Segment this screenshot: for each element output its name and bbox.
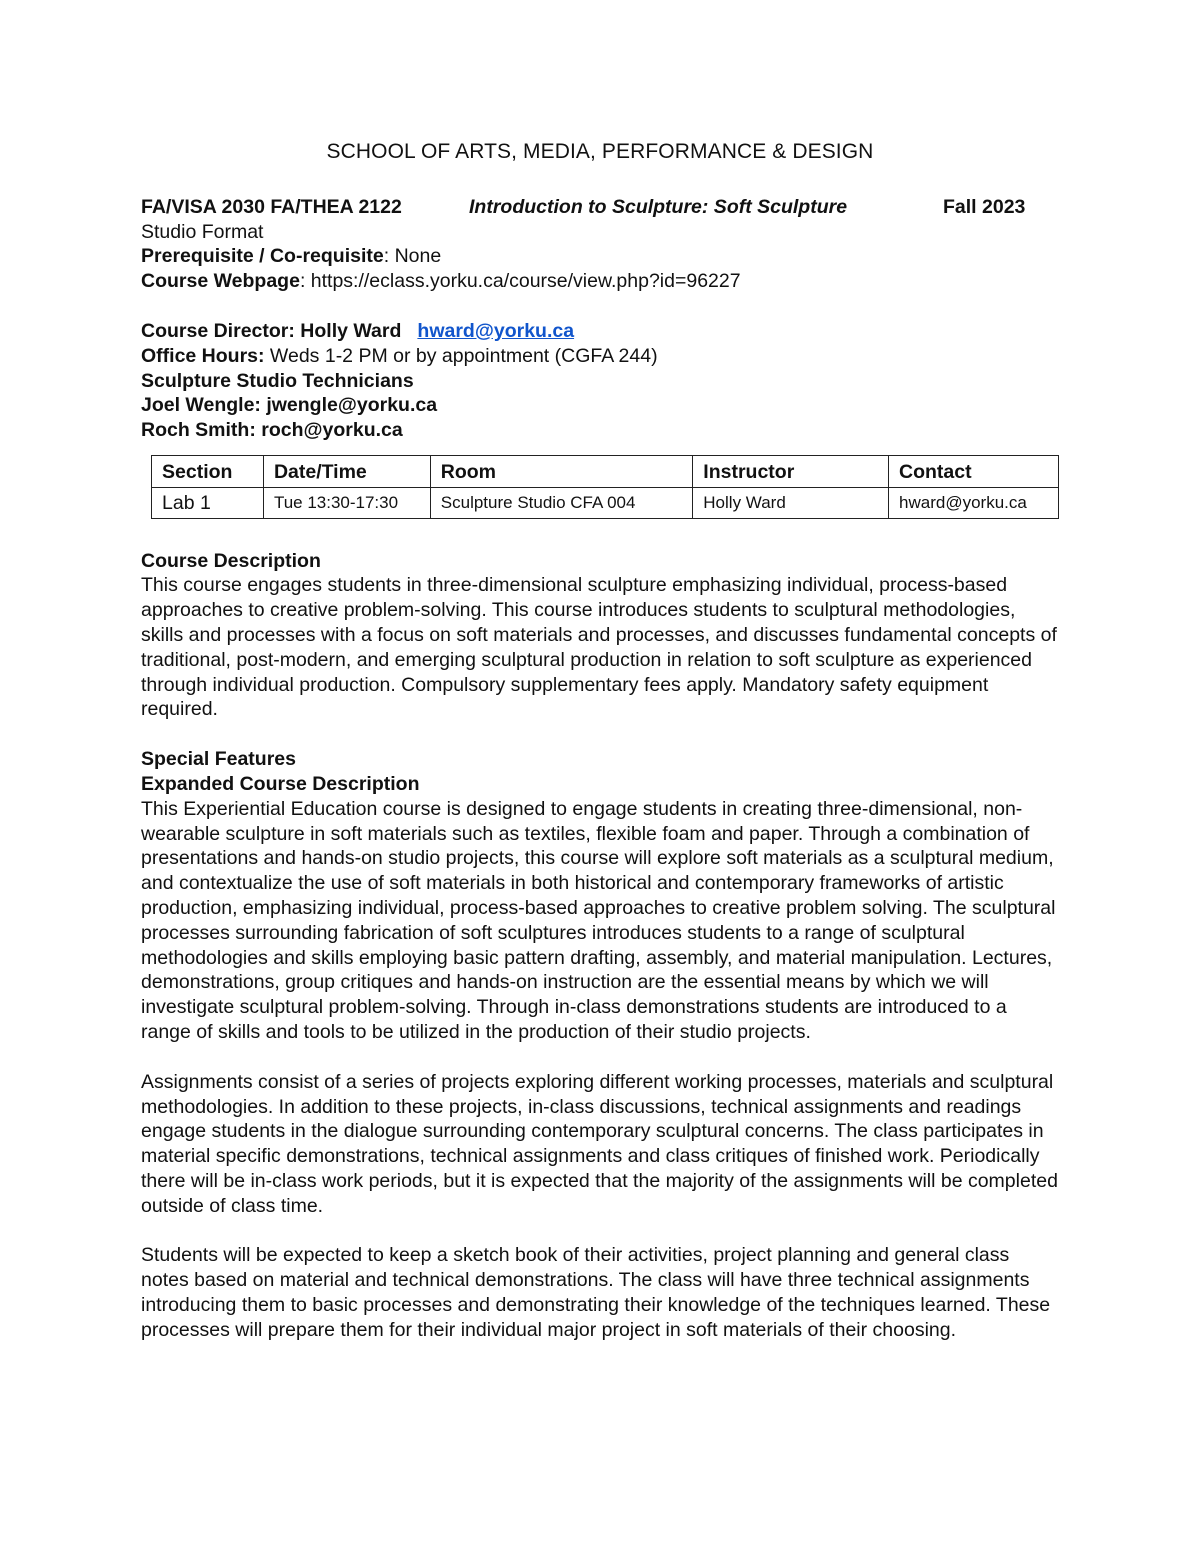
cell-room: Sculpture Studio CFA 004 (430, 487, 693, 518)
office-hours-line (141, 344, 1059, 369)
header-room: Room (430, 455, 693, 487)
cell-instructor: Holly Ward (693, 487, 889, 518)
course-title: Introduction to Sculpture: Soft Sculpture (469, 195, 848, 218)
course-format: Studio Format (141, 220, 264, 243)
expanded-description-heading: Expanded Course Description (141, 772, 420, 795)
table-row (152, 487, 1059, 518)
office-hours-label: Office Hours: (141, 344, 265, 367)
schedule-header-row (152, 455, 1059, 487)
course-description-text: This course engages students in three-dimensional sculpture emphasizing individual, process-based approaches to creative problem-solving. This course introduces students to sculptural methodologies, skills and processes with a focus on soft materials and processes, and discusses fundamental concepts of traditional, post-modern, and emerging sculptural production in relation to soft sculpture as experienced through individual production. Compulsory supplementary fees apply. Mandatory safety equipment required. (141, 574, 1057, 721)
course-webpage-url[interactable]: : https://eclass.yorku.ca/course/view.php?id=96227 (299, 270, 741, 293)
course-codes: FA/VISA 2030 FA/THEA 2122 (141, 195, 402, 218)
header-contact: Contact (889, 455, 1059, 487)
course-webpage-line (141, 269, 1059, 294)
header-section: Section (152, 455, 264, 487)
course-webpage-label: Course Webpage (141, 270, 300, 293)
cell-datetime: Tue 13:30-17:30 (263, 487, 430, 518)
course-description-heading: Course Description (141, 549, 321, 572)
technician-joel: Joel Wengle: jwengle@yorku.ca (141, 394, 438, 417)
school-title: SCHOOL OF ARTS, MEDIA, PERFORMANCE & DESIGN (326, 140, 874, 163)
prerequisite-value: : None (383, 245, 442, 268)
prerequisite-line (141, 244, 1059, 269)
expanded-description-paragraph-1: This Experiential Education course is designed to engage students in creating three-dimensional, non-wearable sculpture in soft materials such as textiles, flexible foam and paper. Through a combination of presentations and hands-on studio projects, this course will explore soft materials as a sculptural medium, and contextualize the use of soft materials in both historical and contemporary frameworks of artistic production, emphasizing individual, process-based approaches to creative problem solving. The sculptural processes surrounding fabrication of soft sculptures introduces students to a range of sculptural methodologies and skills employing basic pattern drafting, assembly, and material manipulation. Lectures, demonstrations, group critiques and hands-on instruction are the essential means by which we will investigate sculptural problem-solving. Through in-class demonstrations students are introduced to a range of skills and tools to be utilized in the production of their studio projects. (141, 797, 1056, 1043)
office-hours-value: Weds 1-2 PM or by appointment (CGFA 244) (264, 344, 658, 367)
schedule-table (151, 455, 1059, 519)
cell-section: Lab 1 (152, 487, 264, 518)
director-email-link[interactable]: hward@yorku.ca (417, 319, 575, 342)
course-director-line (141, 319, 1059, 344)
header-instructor: Instructor (693, 455, 889, 487)
cell-contact: hward@yorku.ca (889, 487, 1059, 518)
course-director-label: Course Director: Holly Ward (141, 319, 402, 342)
course-term: Fall 2023 (943, 195, 1026, 218)
document-page (141, 140, 1059, 1343)
expanded-description-paragraph-3: Students will be expected to keep a sketch book of their activities, project planning and general class notes based on material and technical demonstrations. The class will have three technical assignments introducing them to basic processes and demonstrating their knowledge of the techniques learned. These processes will prepare them for their individual major project in soft materials of their choosing. (141, 1244, 1051, 1341)
header-datetime: Date/Time (263, 455, 430, 487)
prerequisite-label: Prerequisite / Co-requisite (141, 245, 384, 268)
special-features-heading: Special Features (141, 748, 296, 771)
technicians-heading: Sculpture Studio Technicians (141, 369, 414, 392)
course-header-line (141, 195, 1059, 220)
technician-roch: Roch Smith: roch@yorku.ca (141, 419, 403, 442)
expanded-description-paragraph-2: Assignments consist of a series of projects exploring different working processes, materials and sculptural methodologies. In addition to these projects, in-class discussions, technical assignments and readings engage students in the dialogue surrounding contemporary sculptural concerns. The class participates in material specific demonstrations, technical assignments and class critiques of finished work. Periodically there will be in-class work periods, but it is expected that the majority of the assignments will be completed outside of class time. (141, 1070, 1058, 1217)
